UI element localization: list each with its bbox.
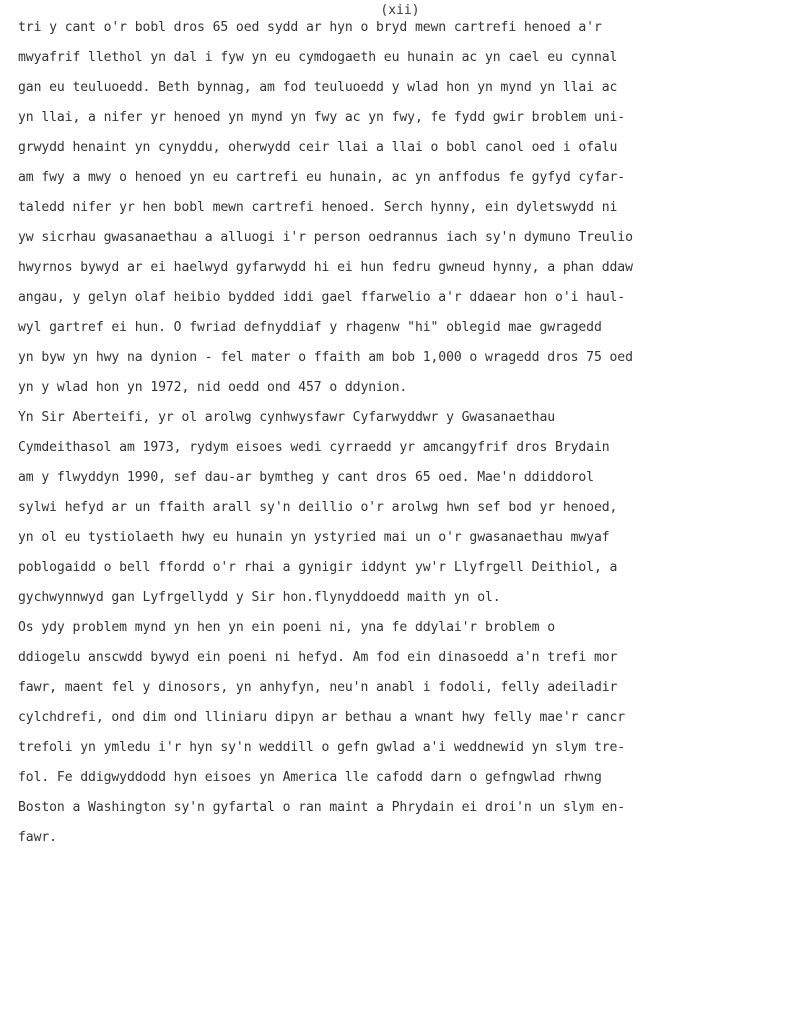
text-line: Yn Sir Aberteifi, yr ol arolwg cynhwysfawr Cyfarwyddwr y Gwasanaethau: [18, 410, 556, 425]
text-line: gan eu teuluoedd. Beth bynnag, am fod teuluoedd y wlad hon yn mynd yn llai ac: [18, 80, 618, 95]
text-line: cylchdrefi, ond dim ond lliniaru dipyn ar bethau a wnant hwy felly mae'r cancr: [18, 710, 626, 725]
text-line: tri y cant o'r bobl dros 65 oed sydd ar hyn o bryd mewn cartrefi henoed a'r: [18, 20, 602, 35]
body-text: [18, 13, 798, 853]
text-line: yn y wlad hon yn 1972, nid oedd ond 457 o ddynion.: [18, 380, 408, 395]
text-line: mwyafrif llethol yn dal i fyw yn eu cymdogaeth eu hunain ac yn cael eu cynnal: [18, 50, 618, 65]
text-line: fawr, maent fel y dinosors, yn anhyfyn, neu'n anabl i fodoli, felly adeiladir: [18, 680, 618, 695]
text-line: yw sicrhau gwasanaethau a alluogi i'r person oedrannus iach sy'n dymuno Treulio: [18, 230, 633, 245]
text-line: gychwynnwyd gan Lyfrgellydd y Sir hon.flynyddoedd maith yn ol.: [18, 590, 501, 605]
text-line: fol. Fe ddigwyddodd hyn eisoes yn America lle cafodd darn o gefngwlad rhwng: [18, 770, 602, 785]
text-line: Boston a Washington sy'n gyfartal o ran maint a Phrydain ei droi'n un slym en-: [18, 800, 626, 815]
text-line: taledd nifer yr hen bobl mewn cartrefi henoed. Serch hynny, ein dyletswydd ni: [18, 200, 618, 215]
text-line: angau, y gelyn olaf heibio bydded iddi gael ffarwelio a'r ddaear hon o'i haul-: [18, 290, 626, 305]
page-number: (xii): [380, 3, 420, 18]
text-line: am fwy a mwy o henoed yn eu cartrefi eu hunain, ac yn anffodus fe gyfyd cyfar-: [18, 170, 626, 185]
text-line: yn byw yn hwy na dynion - fel mater o ffaith am bob 1,000 o wragedd dros 75 oed: [18, 350, 633, 365]
text-line: yn llai, a nifer yr henoed yn mynd yn fwy ac yn fwy, fe fydd gwir broblem uni-: [18, 110, 626, 125]
text-line: Cymdeithasol am 1973, rydym eisoes wedi cyrraedd yr amcangyfrif dros Brydain: [18, 440, 610, 455]
text-line: am y flwyddyn 1990, sef dau-ar bymtheg y cant dros 65 oed. Mae'n ddiddorol: [18, 470, 594, 485]
text-line: trefoli yn ymledu i'r hyn sy'n weddill o gefn gwlad a'i weddnewid yn slym tre-: [18, 740, 626, 755]
text-line: Os ydy problem mynd yn hen yn ein poeni ni, yna fe ddylai'r broblem o: [18, 620, 556, 635]
text-line: fawr.: [18, 830, 57, 845]
text-line: poblogaidd o bell ffordd o'r rhai a gynigir iddynt yw'r Llyfrgell Deithiol, a: [18, 560, 618, 575]
text-line: hwyrnos bywyd ar ei haelwyd gyfarwydd hi ei hun fedru gwneud hynny, a phan ddaw: [18, 260, 633, 275]
text-line: grwydd henaint yn cynyddu, oherwydd ceir llai a llai o bobl canol oed i ofalu: [18, 140, 618, 155]
text-line: sylwi hefyd ar un ffaith arall sy'n deillio o'r arolwg hwn sef bod yr henoed,: [18, 500, 618, 515]
text-line: yn ol eu tystiolaeth hwy eu hunain yn ystyried mai un o'r gwasanaethau mwyaf: [18, 530, 610, 545]
text-line: ddiogelu anscwdd bywyd ein poeni ni hefyd. Am fod ein dinasoedd a'n trefi mor: [18, 650, 618, 665]
text-line: wyl gartref ei hun. O fwriad defnyddiaf y rhagenw "hi" oblegid mae gwragedd: [18, 320, 602, 335]
